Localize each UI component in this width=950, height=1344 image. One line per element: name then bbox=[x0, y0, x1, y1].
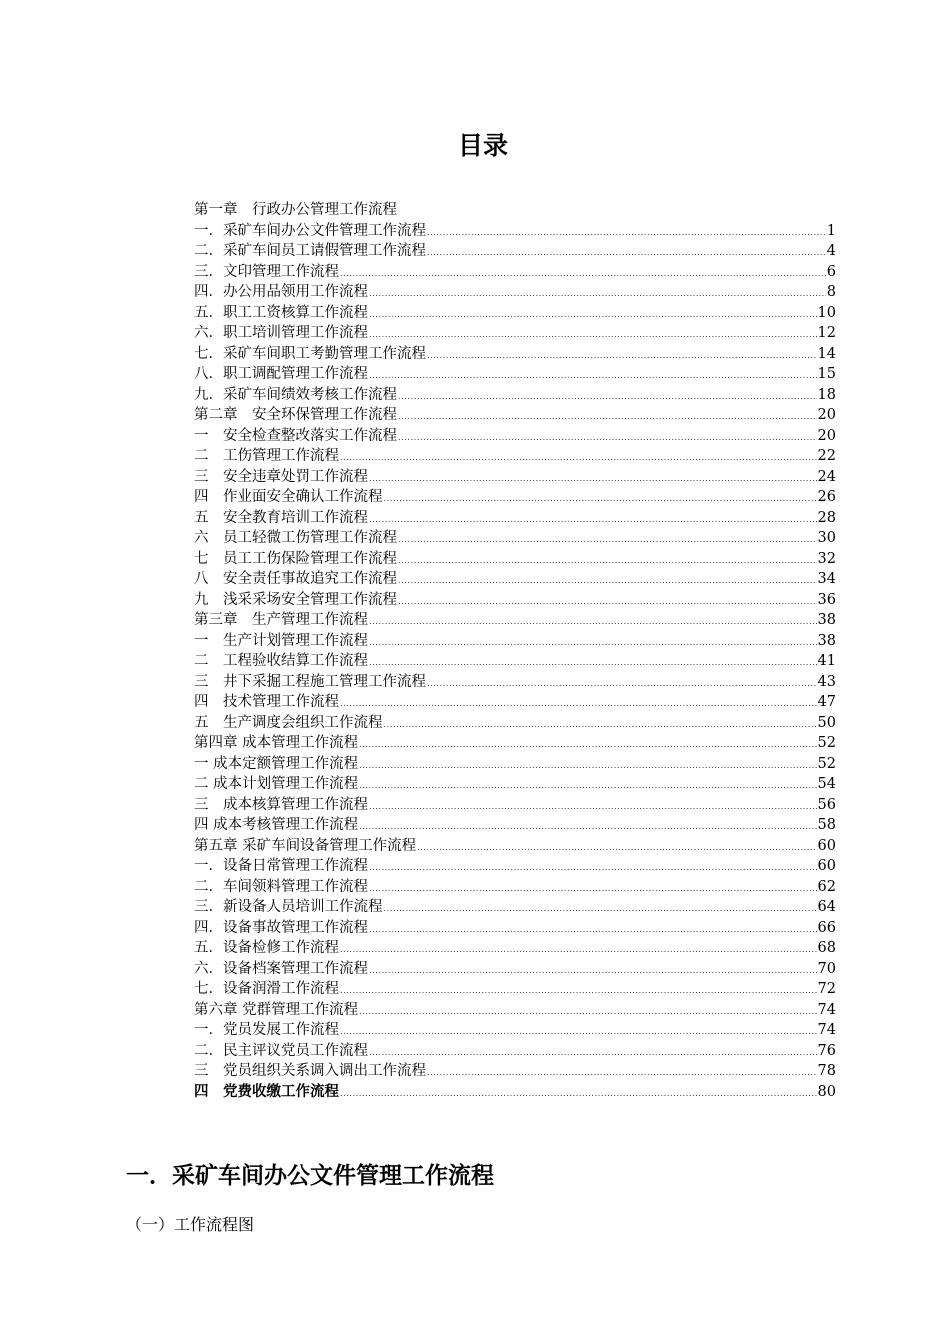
toc-entry-page: 74 bbox=[817, 1001, 836, 1018]
toc-entry-page: 32 bbox=[817, 550, 836, 567]
table-of-contents bbox=[194, 200, 836, 1102]
toc-entry[interactable] bbox=[194, 569, 836, 590]
toc-entry-title: 三．新设备人员培训工作流程 bbox=[194, 899, 383, 915]
toc-dot-leader bbox=[369, 879, 817, 900]
toc-entry-title: 五 生产调度会组织工作流程 bbox=[194, 714, 383, 731]
toc-entry-page: 60 bbox=[817, 837, 836, 854]
toc-dot-leader bbox=[359, 1002, 816, 1023]
toc-entry-page: 15 bbox=[817, 366, 836, 382]
toc-dot-leader bbox=[398, 407, 817, 428]
toc-entry-title: 二 工伤管理工作流程 bbox=[194, 448, 339, 464]
toc-entry-page: 41 bbox=[817, 653, 836, 669]
toc-entry[interactable] bbox=[194, 774, 836, 795]
toc-entry-title: 八 安全责任事故追究工作流程 bbox=[194, 571, 397, 587]
toc-entry-title: 二 工程验收结算工作流程 bbox=[194, 653, 368, 669]
toc-dot-leader bbox=[427, 243, 826, 264]
toc-entry-title: 二．民主评议党员工作流程 bbox=[194, 1042, 368, 1059]
toc-entry-title: 五．设备检修工作流程 bbox=[194, 940, 339, 956]
toc-entry-title: 三 成本核算管理工作流程 bbox=[194, 796, 368, 813]
toc-entry[interactable] bbox=[194, 877, 836, 898]
toc-entry-page: 62 bbox=[817, 878, 836, 895]
toc-entry-page: 22 bbox=[817, 448, 836, 464]
toc-entry-title: 第一章 行政办公管理工作流程 bbox=[194, 202, 397, 218]
toc-entry[interactable] bbox=[194, 713, 836, 734]
toc-dot-leader bbox=[340, 1084, 817, 1105]
toc-entry[interactable] bbox=[194, 979, 836, 1000]
toc-dot-leader bbox=[340, 1022, 817, 1043]
toc-entry[interactable] bbox=[194, 631, 836, 652]
toc-entry-page: 74 bbox=[817, 1022, 836, 1038]
toc-entry[interactable] bbox=[194, 897, 836, 918]
toc-entry-title: 三 党员组织关系调入调出工作流程 bbox=[194, 1063, 426, 1079]
toc-entry-page: 52 bbox=[817, 755, 836, 772]
toc-dot-leader bbox=[369, 325, 817, 346]
toc-entry-title: 六．职工培训管理工作流程 bbox=[194, 325, 368, 341]
toc-entry-title: 二．采矿车间员工请假管理工作流程 bbox=[194, 243, 426, 259]
section-heading: 一．采矿车间办公文件管理工作流程 bbox=[126, 1163, 494, 1189]
toc-dot-leader bbox=[369, 612, 817, 633]
toc-entry-title: 四 党费收缴工作流程 bbox=[194, 1082, 339, 1100]
toc-title: 目录 bbox=[457, 131, 508, 160]
toc-entry-title: 四．设备事故管理工作流程 bbox=[194, 919, 368, 936]
toc-entry-title: 二．车间领料管理工作流程 bbox=[194, 878, 368, 895]
toc-entry-title: 四．办公用品领用工作流程 bbox=[194, 284, 368, 300]
toc-entry-page: 54 bbox=[817, 776, 836, 792]
toc-dot-leader bbox=[340, 448, 817, 469]
toc-dot-leader bbox=[359, 817, 816, 838]
toc-entry-page: 56 bbox=[817, 796, 836, 813]
toc-entry-page: 1 bbox=[826, 222, 836, 239]
toc-entry[interactable] bbox=[194, 815, 836, 836]
toc-entry[interactable] bbox=[194, 836, 836, 857]
toc-entry-title: 九．采矿车间绩效考核工作流程 bbox=[194, 386, 397, 403]
toc-entry-page: 26 bbox=[817, 489, 836, 505]
toc-entry[interactable] bbox=[194, 733, 836, 754]
toc-entry-title: 第六章 党群管理工作流程 bbox=[194, 1001, 359, 1018]
toc-entry-title: 七．设备润滑工作流程 bbox=[194, 981, 339, 997]
toc-entry-page: 20 bbox=[817, 427, 836, 444]
toc-dot-leader bbox=[340, 981, 817, 1002]
toc-entry[interactable] bbox=[194, 754, 836, 775]
toc-entry[interactable] bbox=[194, 487, 836, 508]
toc-dot-leader bbox=[369, 858, 817, 879]
toc-entry-page: 12 bbox=[817, 325, 836, 341]
toc-entry[interactable] bbox=[194, 426, 836, 447]
toc-entry-page: 80 bbox=[817, 1083, 836, 1100]
toc-entry-page: 64 bbox=[817, 899, 836, 915]
toc-entry-page: 4 bbox=[826, 243, 836, 259]
toc-dot-leader bbox=[369, 920, 817, 941]
toc-dot-leader bbox=[359, 735, 816, 756]
toc-entry[interactable] bbox=[194, 528, 836, 549]
toc-entry-page: 58 bbox=[817, 817, 836, 833]
toc-entry-page: 50 bbox=[817, 714, 836, 731]
toc-entry-title: 二 成本计划管理工作流程 bbox=[194, 776, 359, 792]
toc-dot-leader bbox=[384, 489, 817, 510]
toc-entry[interactable] bbox=[194, 446, 836, 467]
toc-dot-leader bbox=[398, 571, 817, 592]
toc-entry[interactable] bbox=[194, 1000, 836, 1021]
toc-entry-title: 八．职工调配管理工作流程 bbox=[194, 366, 368, 382]
toc-entry-page: 28 bbox=[817, 509, 836, 526]
toc-entry-page: 78 bbox=[817, 1063, 836, 1079]
toc-dot-leader bbox=[340, 940, 817, 961]
toc-entry[interactable] bbox=[194, 1020, 836, 1041]
toc-dot-leader bbox=[369, 366, 817, 387]
toc-entry-title: 四 成本考核管理工作流程 bbox=[194, 817, 359, 833]
toc-entry-title: 一 安全检查整改落实工作流程 bbox=[194, 427, 397, 444]
toc-entry-page: 70 bbox=[817, 960, 836, 977]
toc-dot-leader bbox=[384, 715, 817, 736]
toc-dot-leader bbox=[359, 776, 816, 797]
toc-dot-leader bbox=[398, 592, 817, 613]
toc-dot-leader bbox=[384, 899, 817, 920]
toc-entry[interactable] bbox=[194, 856, 836, 877]
toc-entry-page: 68 bbox=[817, 940, 836, 956]
toc-entry[interactable] bbox=[194, 918, 836, 939]
toc-entry-title: 第五章 采矿车间设备管理工作流程 bbox=[194, 837, 417, 854]
toc-entry-page: 18 bbox=[817, 386, 836, 403]
toc-entry-page: 6 bbox=[826, 263, 836, 280]
toc-entry-page: 66 bbox=[817, 919, 836, 936]
toc-entry[interactable] bbox=[194, 590, 836, 611]
toc-entry[interactable] bbox=[194, 549, 836, 570]
toc-entry[interactable] bbox=[194, 405, 836, 426]
toc-dot-leader bbox=[398, 530, 817, 551]
toc-dot-leader bbox=[398, 428, 817, 449]
toc-dot-leader bbox=[359, 756, 816, 777]
toc-entry-title: 一 生产计划管理工作流程 bbox=[194, 632, 368, 649]
toc-entry-title: 一．党员发展工作流程 bbox=[194, 1022, 339, 1038]
toc-dot-leader bbox=[369, 510, 817, 531]
toc-entry[interactable] bbox=[194, 200, 836, 221]
toc-dot-leader bbox=[427, 346, 817, 367]
toc-entry[interactable] bbox=[194, 938, 836, 959]
toc-dot-leader bbox=[340, 264, 826, 285]
toc-dot-leader bbox=[427, 1063, 817, 1084]
toc-entry-title: 四 作业面安全确认工作流程 bbox=[194, 489, 383, 505]
toc-entry[interactable] bbox=[194, 1041, 836, 1062]
toc-entry[interactable] bbox=[194, 303, 836, 324]
toc-entry-title: 六．设备档案管理工作流程 bbox=[194, 960, 368, 977]
toc-entry[interactable] bbox=[194, 1061, 836, 1082]
toc-entry[interactable] bbox=[194, 672, 836, 693]
toc-entry-title: 一．采矿车间办公文件管理工作流程 bbox=[194, 222, 426, 239]
toc-entry-title: 三 安全违章处罚工作流程 bbox=[194, 468, 368, 485]
toc-entry-page: 52 bbox=[817, 735, 836, 751]
toc-entry-title: 九 浅采采场安全管理工作流程 bbox=[194, 591, 397, 608]
toc-entry[interactable] bbox=[194, 323, 836, 344]
toc-entry-title: 四 技术管理工作流程 bbox=[194, 694, 339, 710]
toc-dot-leader bbox=[398, 551, 817, 572]
toc-entry-page: 38 bbox=[817, 612, 836, 628]
toc-entry-page: 24 bbox=[817, 468, 836, 485]
toc-entry-title: 五 安全教育培训工作流程 bbox=[194, 509, 368, 526]
toc-dot-leader bbox=[369, 284, 826, 305]
toc-entry-page: 34 bbox=[817, 571, 836, 587]
toc-entry[interactable] bbox=[194, 508, 836, 529]
toc-entry-title: 七 员工工伤保险管理工作流程 bbox=[194, 550, 397, 567]
toc-entry-title: 五．职工工资核算工作流程 bbox=[194, 304, 368, 321]
toc-entry[interactable] bbox=[194, 241, 836, 262]
toc-dot-leader bbox=[340, 694, 817, 715]
toc-entry[interactable] bbox=[194, 364, 836, 385]
toc-entry-page: 20 bbox=[817, 407, 836, 423]
toc-entry[interactable] bbox=[194, 262, 836, 283]
toc-entry-title: 七．采矿车间职工考勤管理工作流程 bbox=[194, 345, 426, 362]
toc-entry-page: 72 bbox=[817, 981, 836, 997]
toc-dot-leader bbox=[369, 305, 817, 326]
toc-entry[interactable] bbox=[194, 692, 836, 713]
toc-dot-leader bbox=[398, 387, 817, 408]
toc-dot-leader bbox=[369, 961, 817, 982]
toc-dot-leader bbox=[369, 469, 817, 490]
toc-entry-page: 36 bbox=[817, 591, 836, 608]
toc-dot-leader bbox=[369, 633, 817, 654]
toc-entry-page: 10 bbox=[817, 304, 836, 321]
toc-entry[interactable] bbox=[194, 959, 836, 980]
toc-dot-leader bbox=[369, 797, 817, 818]
toc-entry-page: 60 bbox=[817, 858, 836, 874]
toc-entry[interactable] bbox=[194, 651, 836, 672]
toc-entry[interactable] bbox=[194, 344, 836, 365]
toc-entry[interactable] bbox=[194, 610, 836, 631]
toc-entry-page: 76 bbox=[817, 1042, 836, 1059]
toc-dot-leader bbox=[417, 838, 816, 859]
toc-entry-page: 8 bbox=[826, 284, 836, 300]
toc-entry-page: 47 bbox=[817, 694, 836, 710]
toc-entry[interactable] bbox=[194, 795, 836, 816]
toc-entry[interactable] bbox=[194, 1082, 836, 1103]
toc-entry-title: 第二章 安全环保管理工作流程 bbox=[194, 407, 397, 423]
toc-entry[interactable] bbox=[194, 282, 836, 303]
toc-entry-title: 一．设备日常管理工作流程 bbox=[194, 858, 368, 874]
toc-dot-leader bbox=[369, 653, 817, 674]
toc-dot-leader bbox=[369, 1043, 817, 1064]
toc-entry-title: 第四章 成本管理工作流程 bbox=[194, 735, 359, 751]
toc-entry[interactable] bbox=[194, 221, 836, 242]
toc-entry-title: 三 井下采掘工程施工管理工作流程 bbox=[194, 673, 426, 690]
toc-dot-leader bbox=[427, 674, 817, 695]
toc-entry-title: 三．文印管理工作流程 bbox=[194, 263, 339, 280]
sub-heading: （一）工作流程图 bbox=[126, 1215, 255, 1234]
toc-entry-page: 14 bbox=[817, 345, 836, 362]
toc-entry-page: 30 bbox=[817, 530, 836, 546]
toc-entry-page: 38 bbox=[817, 632, 836, 649]
toc-entry-page: 43 bbox=[817, 673, 836, 690]
toc-entry-title: 一 成本定额管理工作流程 bbox=[194, 755, 359, 772]
toc-entry-title: 第三章 生产管理工作流程 bbox=[194, 612, 368, 628]
toc-entry[interactable] bbox=[194, 385, 836, 406]
toc-dot-leader bbox=[427, 223, 826, 244]
toc-entry[interactable] bbox=[194, 467, 836, 488]
toc-entry-title: 六 员工轻微工伤管理工作流程 bbox=[194, 530, 397, 546]
